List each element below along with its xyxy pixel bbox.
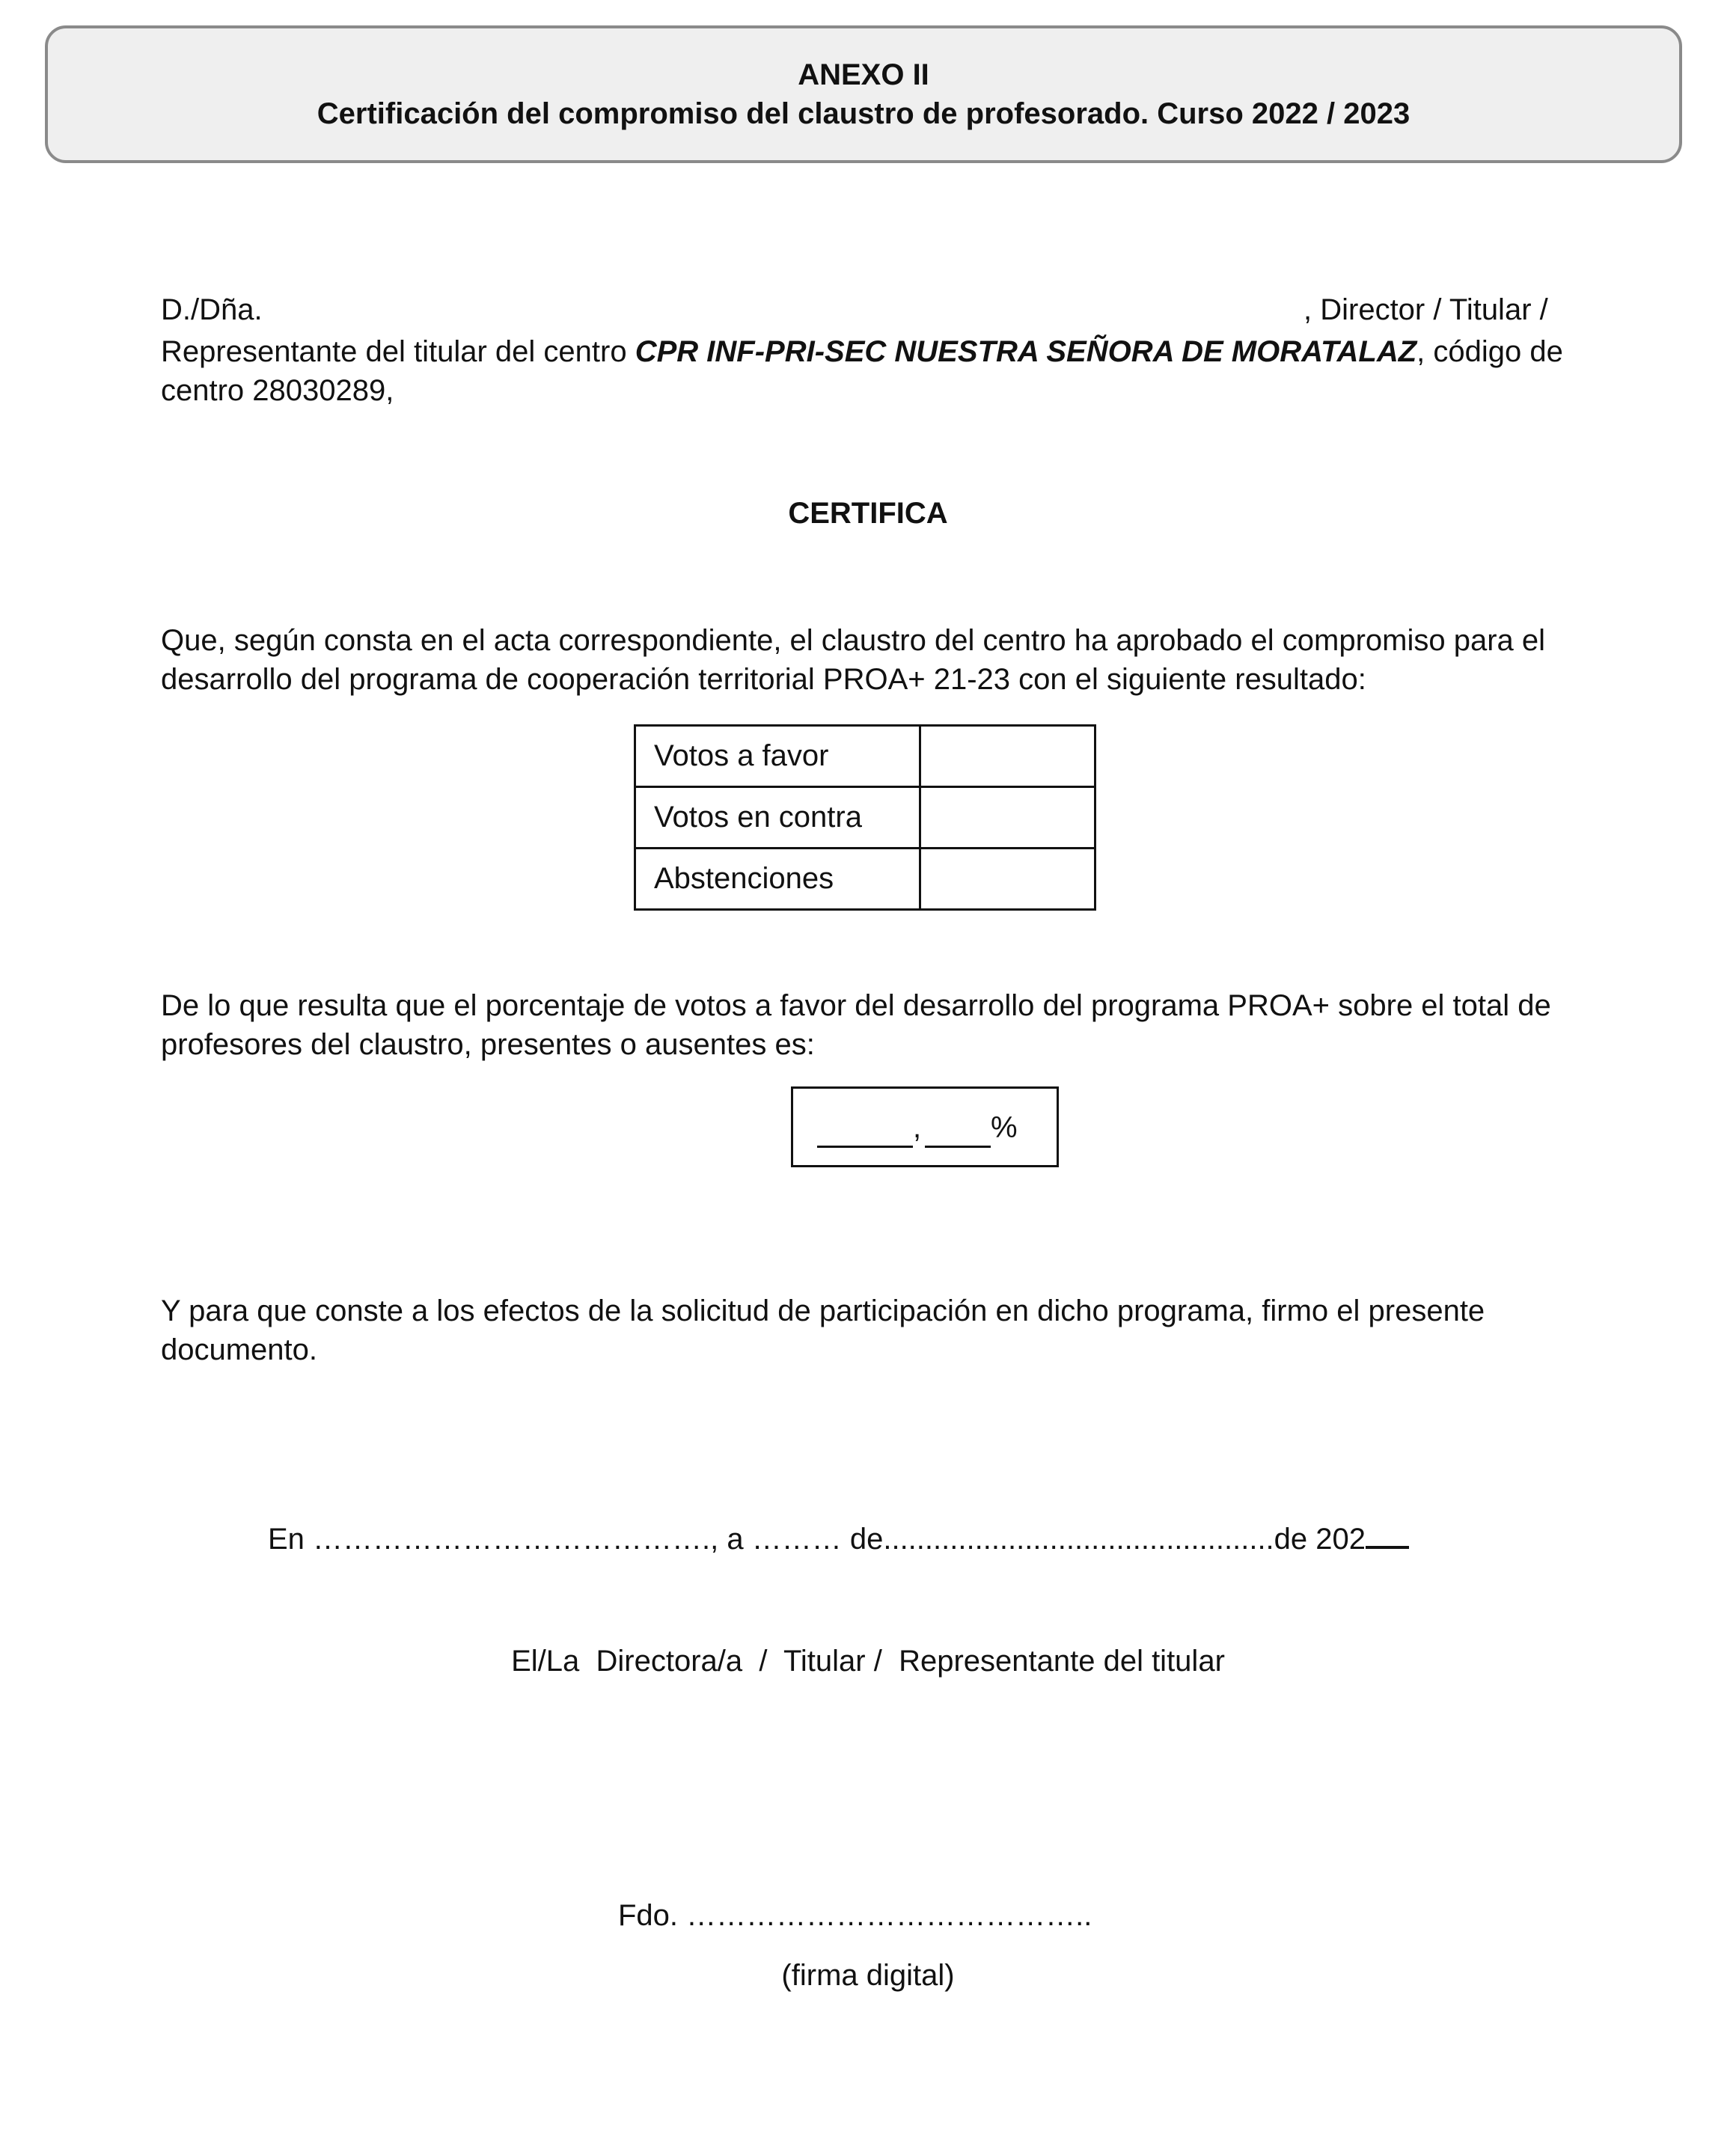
percent-sign: % xyxy=(991,1111,1018,1144)
votes-favor-value[interactable] xyxy=(920,726,1095,787)
annex-header xyxy=(45,25,1682,163)
intro-prefix: Representante del titular del centro xyxy=(161,335,635,368)
signature-note: (firma digital) xyxy=(781,1959,955,1992)
table-row xyxy=(635,726,1095,787)
annex-subtitle: Certificación del compromiso del claustro de profesorado. Curso 2022 / 2023 xyxy=(317,97,1410,130)
signature-line: Fdo. ………………………………….. xyxy=(618,1899,1092,1932)
annex-title: ANEXO II xyxy=(798,58,929,91)
school-name: CPR INF-PRI-SEC NUESTRA SEÑORA DE MORATALAZ xyxy=(635,335,1417,368)
paragraph-conste: Y para que conste a los efectos de la solicitud de participación en dicho programa, firmo el presente documento. xyxy=(161,1294,1485,1366)
percentage-separator: , xyxy=(913,1111,922,1144)
percentage-box[interactable] xyxy=(791,1086,1059,1167)
abstentions-value[interactable] xyxy=(920,849,1095,910)
table-row xyxy=(635,849,1095,910)
certifica-heading: CERTIFICA xyxy=(788,497,948,530)
place-date-line xyxy=(268,1519,1409,1556)
director-role-text: , Director / Titular / xyxy=(1303,293,1548,326)
place-date-text: En …………………………………., a ……… de...............................................de 202 xyxy=(268,1523,1366,1556)
votes-favor-label: Votos a favor xyxy=(635,726,920,787)
paragraph-resulta: De lo que resulta que el porcentaje de votos a favor del desarrollo del programa PROA+ sobre el total de profesores del claustro, presentes o ausentes es: xyxy=(161,989,1551,1061)
abstentions-label: Abstenciones xyxy=(635,849,920,910)
paragraph-que: Que, según consta en el acta correspondiente, el claustro del centro ha aprobado el compromiso para el desarrollo del programa de cooperación territorial PROA+ 21-23 con el siguiente resultado: xyxy=(161,624,1545,696)
table-row xyxy=(635,787,1095,849)
year-blank[interactable] xyxy=(1366,1519,1409,1549)
intro-paragraph xyxy=(161,332,1583,410)
votes-against-label: Votos en contra xyxy=(635,787,920,849)
votes-against-value[interactable] xyxy=(920,787,1095,849)
salutation: D./Dña. xyxy=(161,293,263,326)
percentage-integer-blank[interactable] xyxy=(817,1146,913,1148)
intro-suffix: , código de centro 28030289, xyxy=(161,335,1563,407)
percentage-decimal-blank[interactable] xyxy=(925,1146,991,1148)
votes-table xyxy=(634,724,1096,911)
signatory-role: El/La Directora/a / Titular / Representante del titular xyxy=(511,1645,1225,1678)
